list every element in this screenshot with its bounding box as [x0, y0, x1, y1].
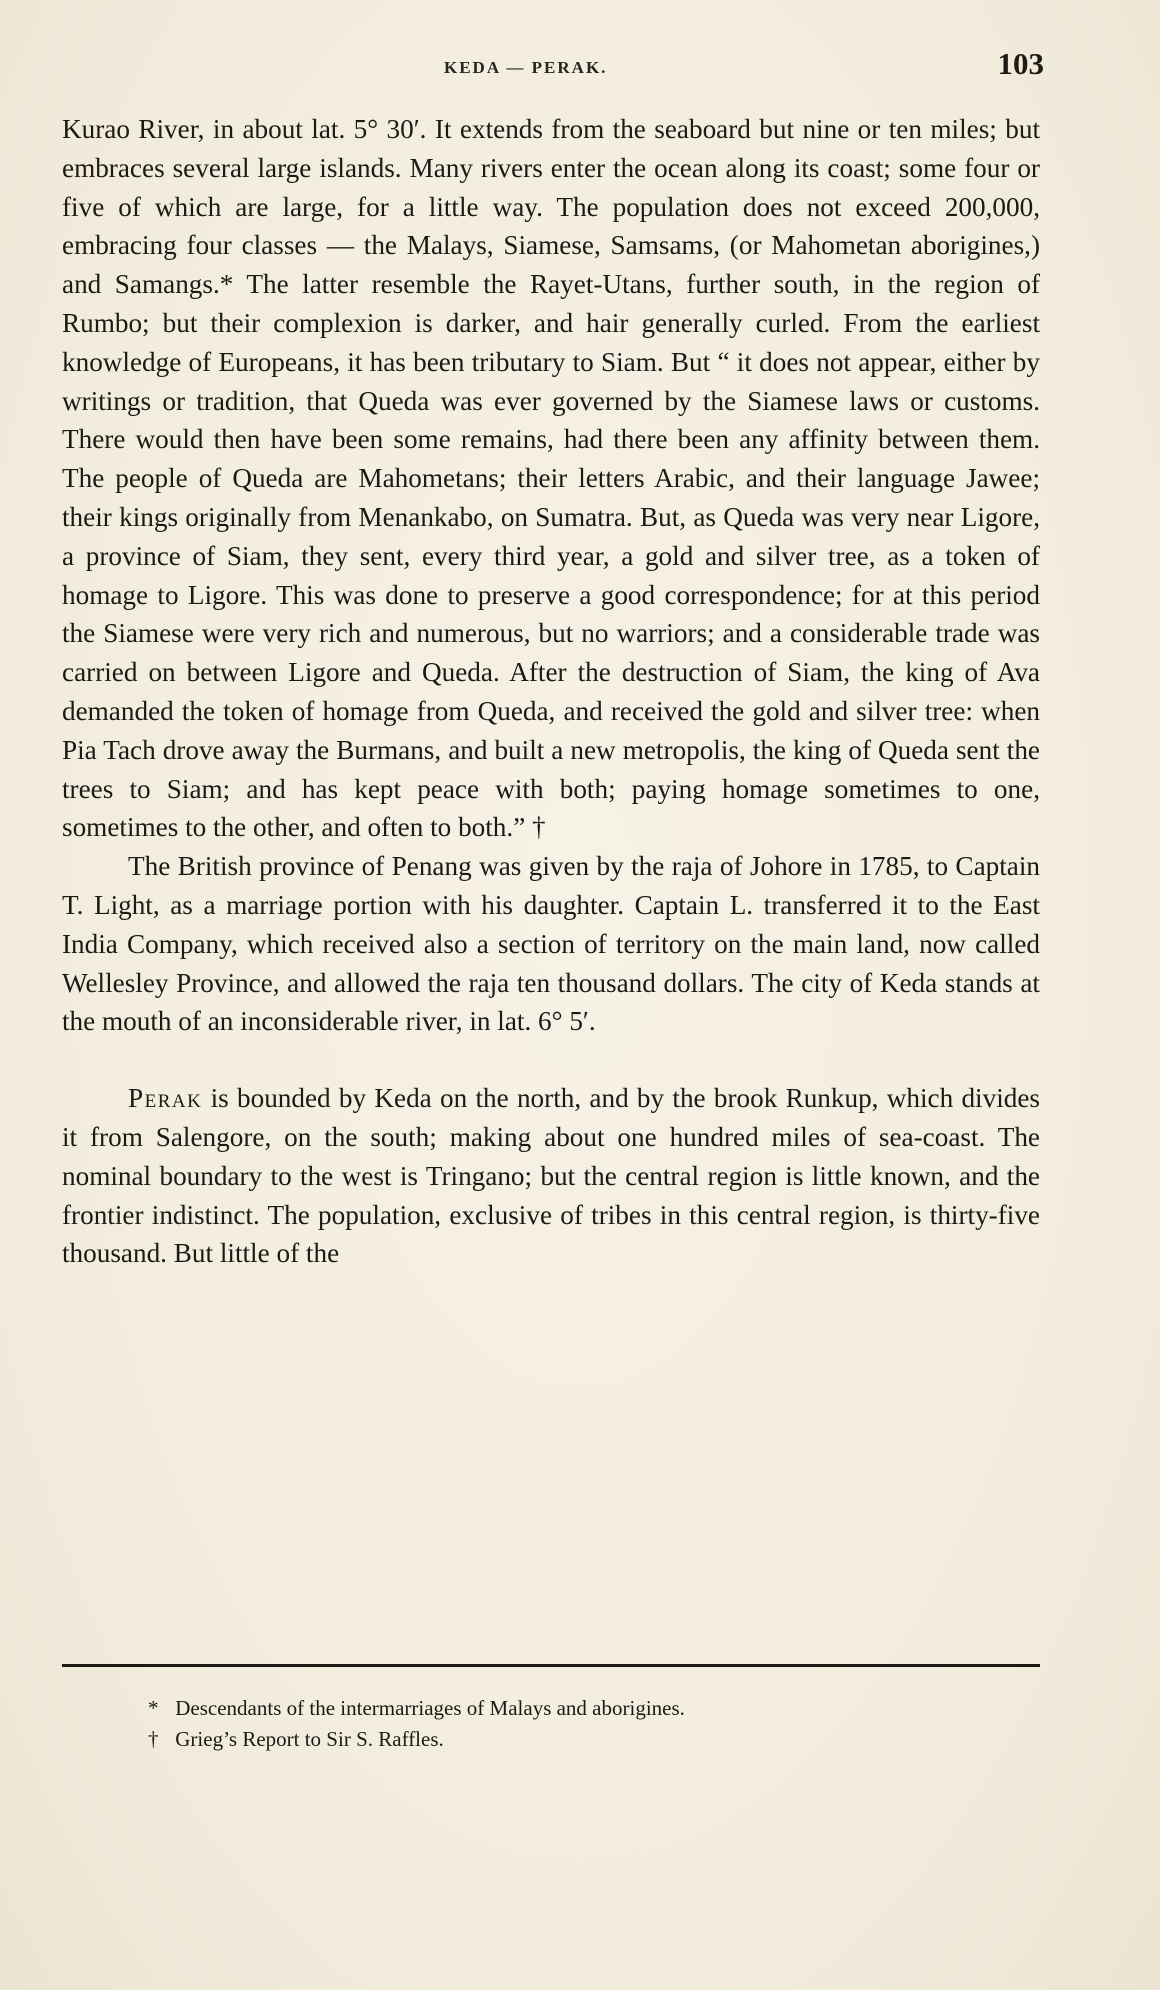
footnote-mark: * [148, 1696, 159, 1720]
footnote-mark: † [148, 1727, 159, 1751]
footnote-rule [62, 1664, 1040, 1667]
footnotes [148, 1693, 1028, 1755]
page-number: 103 [997, 46, 1044, 81]
footnote-1 [148, 1693, 1028, 1724]
body-text [62, 110, 1040, 1273]
paragraph-penang: The British province of Penang was given by the raja of Johore in 1785, to Captain T. Light, as a marriage portion with his daughter. Captain L. transferred it to the East India Company, which received also a section of territory on the main land, now called Wellesley Province, and allowed the raja ten thousand dollars. The city of Keda stands at the mouth of an inconsiderable river, in lat. 6° 5′. [62, 851, 1040, 1037]
page-header [66, 46, 1044, 86]
running-head: KEDA — PERAK. [444, 58, 608, 77]
paragraph-keda-continued: Kurao River, in about lat. 5° 30′. It extends from the seaboard but nine or ten miles; but embraces several large islands. Many rivers enter the ocean along its coast; some four or five of which are large, for a little way. The population does not exceed 200,000, embracing four classes — the Malays, Siamese, Samsams, (or Mahometan aborigines,) and Samangs.* The latter resemble the Rayet-Utans, further south, in the region of Rumbo; but their complexion is darker, and hair generally curled. From the earliest knowledge of Europeans, it has been tributary to Siam. But “ it does not appear, either by writings or tradition, that Queda was ever governed by the Siamese laws or customs. There would then have been some remains, had there been any affinity between them. The people of Queda are Mahometans; their letters Arabic, and their language Jawee; their kings originally from Menankabo, on Sumatra. But, as Queda was very near Ligore, a province of Siam, they sent, every third year, a gold and silver tree, as a token of homage to Ligore. This was done to preserve a good correspondence; for at this period the Siamese were very rich and numerous, but no warriors; and a considerable trade was carried on between Ligore and Queda. After the destruction of Siam, the king of Ava demanded the token of homage from Queda, and received the gold and silver tree: when Pia Tach drove away the Burmans, and built a new metropolis, the king of Queda sent the trees to Siam; and has kept peace with both; paying homage sometimes to one, sometimes to the other, and often to both.” † [62, 114, 1040, 843]
paragraph-perak [62, 1079, 1040, 1273]
perak-paragraph-text: is bounded by Keda on the north, and by the brook Runkup, which divides it from Salengore, on the south; making about one hundred miles of sea-coast. The nominal boundary to the west is Tringano; but the central region is little known, and the frontier indistinct. The population, exclusive of tribes in this central region, is thirty-five thousand. But little of the [62, 1083, 1040, 1269]
perak-lead-word: Perak [128, 1083, 203, 1114]
footnote-2 [148, 1724, 1028, 1755]
footnote-text: Grieg’s Report to Sir S. Raffles. [175, 1727, 444, 1751]
footnote-text: Descendants of the intermarriages of Malays and aborigines. [175, 1696, 685, 1720]
